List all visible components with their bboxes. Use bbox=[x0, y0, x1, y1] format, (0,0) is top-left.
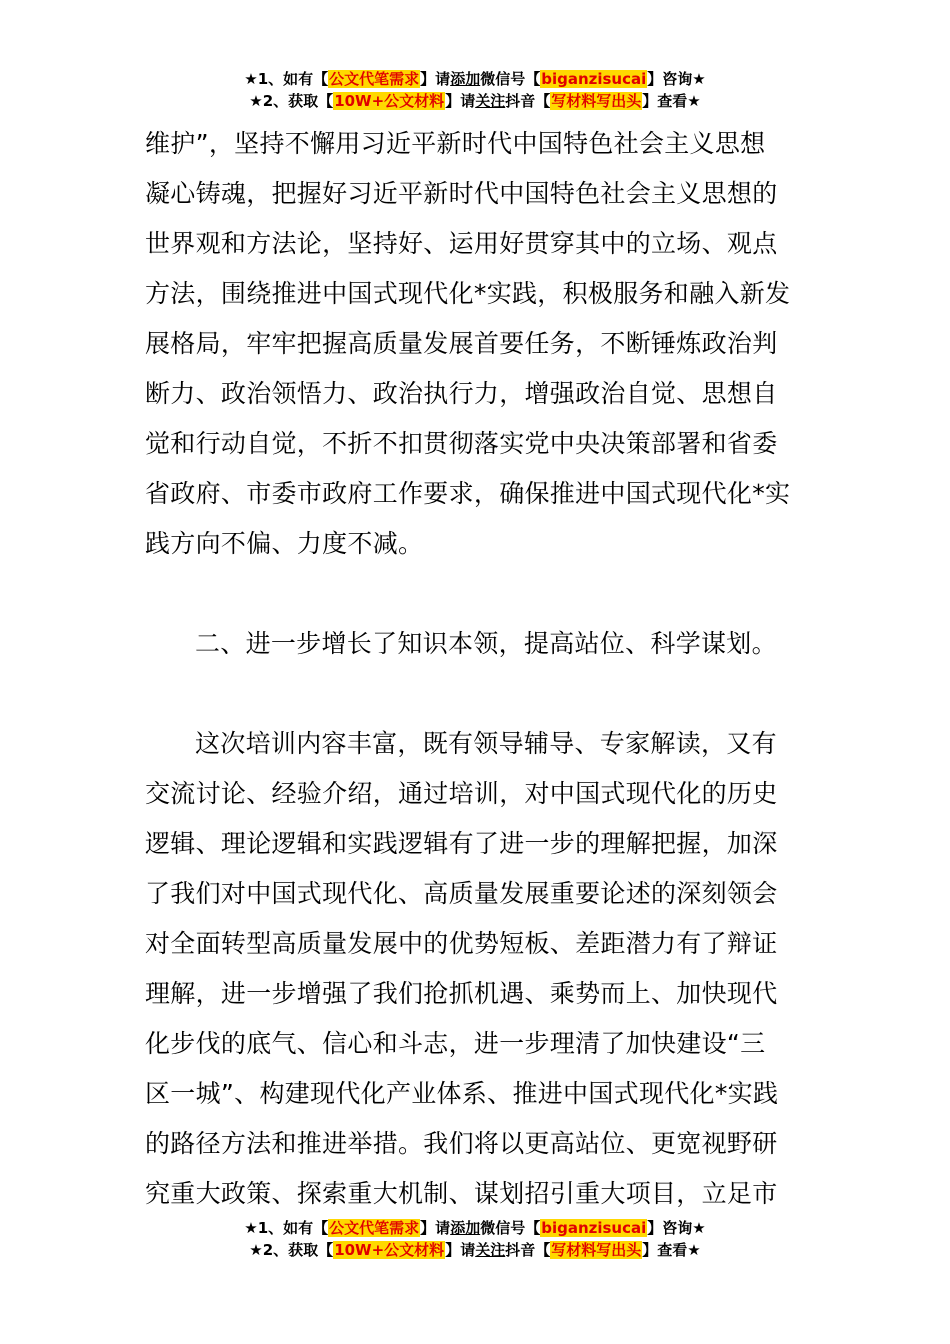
text-line: 断力、政治领悟力、政治执行力，增强政治自觉、思想自 bbox=[145, 379, 778, 408]
banner-text: 微信号【 bbox=[480, 70, 541, 88]
text-line: 交流讨论、经验介绍，通过培训，对中国式现代化的历史 bbox=[145, 779, 778, 808]
text-line: 世界观和方法论，坚持好、运用好贯穿其中的立场、观点 bbox=[145, 229, 778, 258]
text-line: 方法，围绕推进中国式现代化*实践，积极服务和融入新发 bbox=[145, 279, 791, 308]
text-line: 展格局，牢牢把握高质量发展首要任务，不断锤炼政治判 bbox=[145, 329, 778, 358]
banner-text: 】查看★ bbox=[642, 1241, 701, 1259]
text-line: 化步伐的底气、信心和斗志，进一步理清了加快建设“三 bbox=[145, 1029, 766, 1058]
banner-highlight: biganzisucai bbox=[541, 70, 647, 88]
banner-highlight: 公文代笔需求 bbox=[329, 1219, 420, 1237]
section-heading: 二、进一步增长了知识本领，提高站位、科学谋划。 bbox=[195, 629, 777, 658]
banner-emphasis: 关注 bbox=[475, 1241, 506, 1259]
banner-line-2 bbox=[0, 1239, 950, 1261]
text-line: 践方向不偏、力度不减。 bbox=[145, 529, 424, 558]
text-line: 理解，进一步增强了我们抢抓机遇、乘势而上、加快现代 bbox=[145, 979, 778, 1008]
banner-text: ★2、获取【 bbox=[249, 1241, 334, 1259]
banner-text: 抖音【 bbox=[505, 1241, 551, 1259]
document-body bbox=[145, 119, 810, 1219]
text-line: 觉和行动自觉，不折不扣贯彻落实党中央决策部署和省委 bbox=[145, 429, 778, 458]
text-line: 凝心铸魂，把握好习近平新时代中国特色社会主义思想的 bbox=[145, 179, 778, 208]
banner-line-2 bbox=[0, 90, 950, 112]
banner-text: 】请 bbox=[420, 1219, 451, 1237]
text-line: 逻辑、理论逻辑和实践逻辑有了进一步的理解把握，加深 bbox=[145, 829, 778, 858]
text-line: 维护”，坚持不懈用习近平新时代中国特色社会主义思想 bbox=[145, 129, 766, 158]
paragraph bbox=[145, 719, 810, 1219]
text-line: 的路径方法和推进举措。我们将以更高站位、更宽视野研 bbox=[145, 1129, 778, 1158]
banner-text: 】请 bbox=[445, 92, 476, 110]
paragraph-gap bbox=[145, 669, 810, 719]
text-line: 究重大政策、探索重大机制、谋划招引重大项目，立足市 bbox=[145, 1179, 778, 1208]
banner-text: 】请 bbox=[420, 70, 451, 88]
banner-text: 】咨询★ bbox=[647, 1219, 706, 1237]
text-line: 区一城”、构建现代化产业体系、推进中国式现代化*实践 bbox=[145, 1079, 779, 1108]
banner-emphasis: 关注 bbox=[475, 92, 506, 110]
banner-highlight: 公文代笔需求 bbox=[329, 70, 420, 88]
banner-text: 微信号【 bbox=[480, 1219, 541, 1237]
banner-emphasis: 添加 bbox=[450, 1219, 481, 1237]
banner-line-1 bbox=[0, 1217, 950, 1239]
banner-highlight: 10W+公文材料 bbox=[334, 92, 445, 110]
banner-highlight: 写材料写出头 bbox=[551, 1241, 642, 1259]
banner-highlight: 写材料写出头 bbox=[551, 92, 642, 110]
banner-text: 】查看★ bbox=[642, 92, 701, 110]
text-line: 对全面转型高质量发展中的优势短板、差距潜力有了辩证 bbox=[145, 929, 778, 958]
text-line: 这次培训内容丰富，既有领导辅导、专家解读，又有 bbox=[195, 729, 777, 758]
banner-line-1 bbox=[0, 68, 950, 90]
banner-text: 抖音【 bbox=[505, 92, 551, 110]
banner-text: ★1、如有【 bbox=[244, 1219, 329, 1237]
banner-text: ★1、如有【 bbox=[244, 70, 329, 88]
banner-highlight: 10W+公文材料 bbox=[334, 1241, 445, 1259]
banner-highlight: biganzisucai bbox=[541, 1219, 647, 1237]
banner-text: 】请 bbox=[445, 1241, 476, 1259]
banner-text: 】咨询★ bbox=[647, 70, 706, 88]
paragraph-gap bbox=[145, 569, 810, 619]
header-banner bbox=[0, 68, 950, 112]
banner-emphasis: 添加 bbox=[450, 70, 481, 88]
text-line: 了我们对中国式现代化、高质量发展重要论述的深刻领会 bbox=[145, 879, 778, 908]
paragraph bbox=[145, 119, 810, 569]
text-line: 省政府、市委市政府工作要求，确保推进中国式现代化*实 bbox=[145, 479, 791, 508]
banner-text: ★2、获取【 bbox=[249, 92, 334, 110]
footer-banner bbox=[0, 1217, 950, 1261]
